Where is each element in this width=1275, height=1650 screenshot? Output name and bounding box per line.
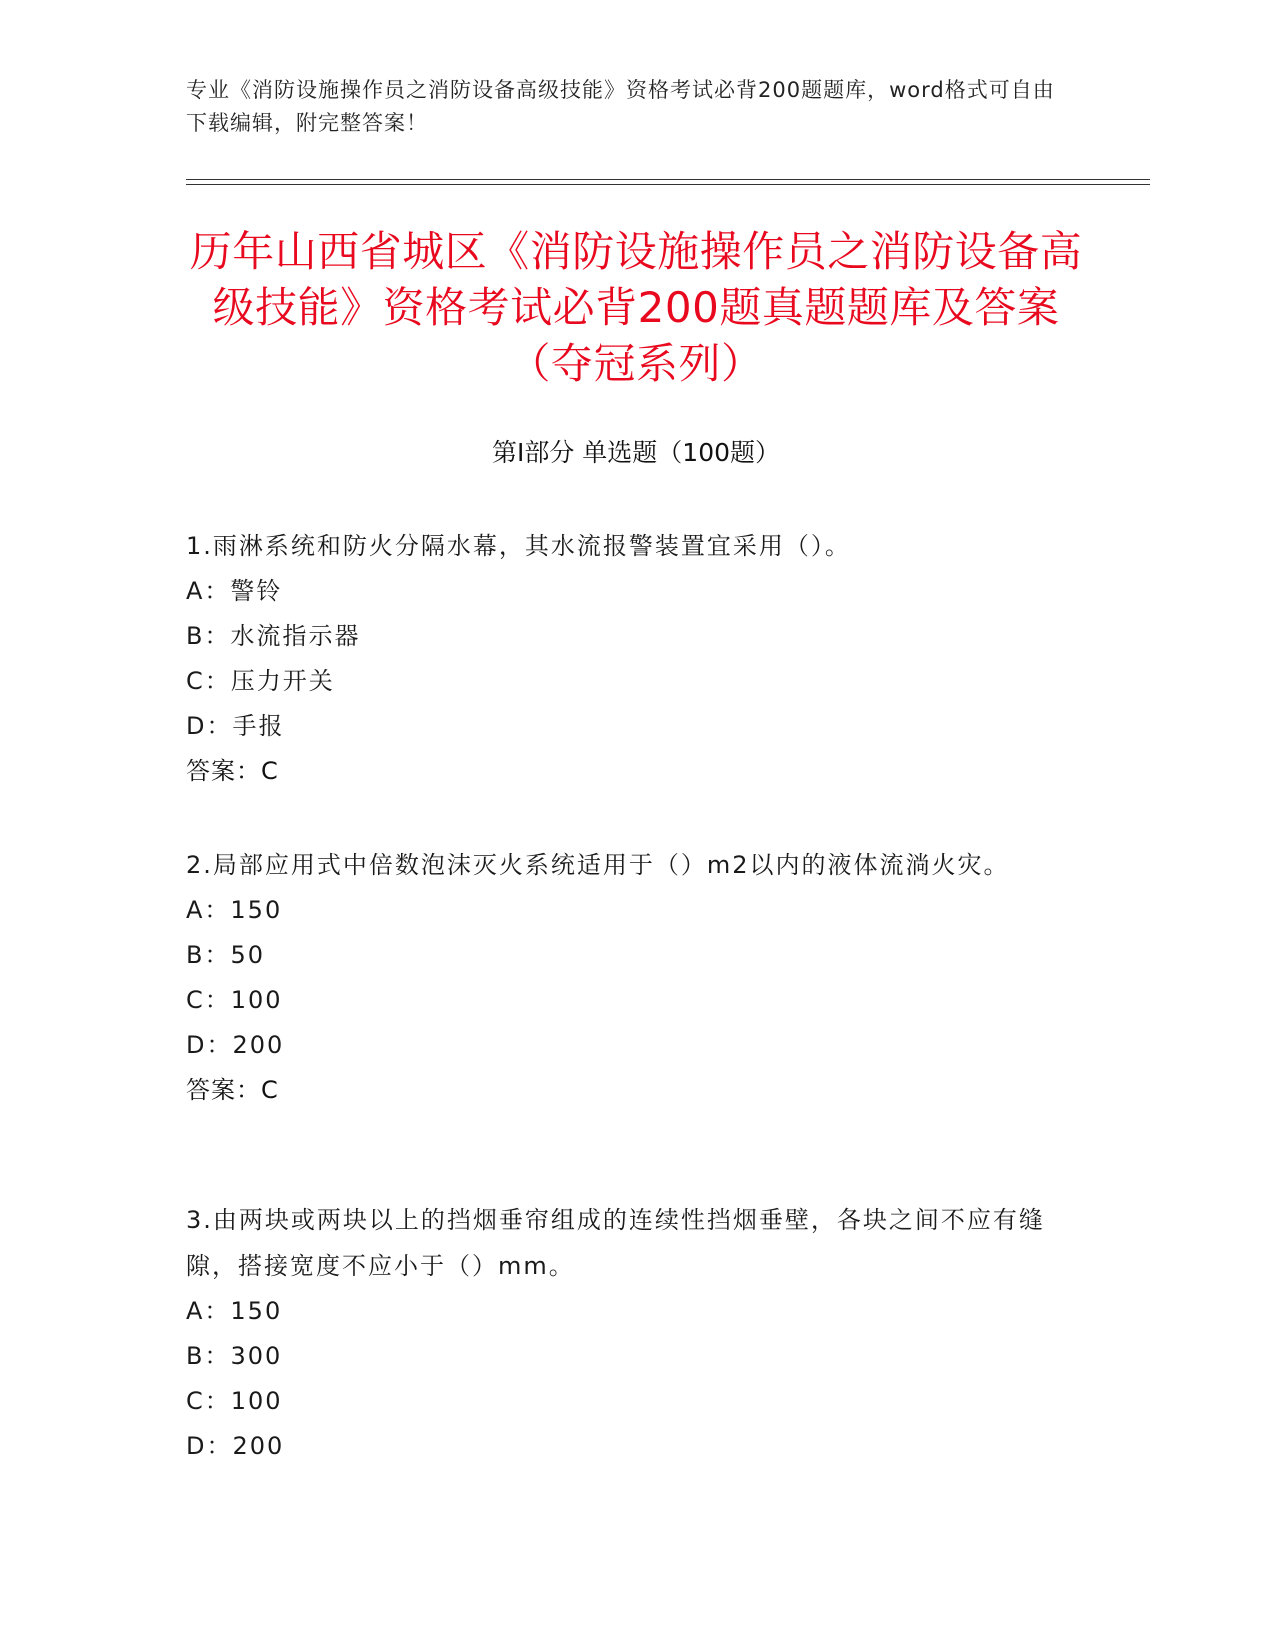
answer-line: 答案：C (186, 1076, 279, 1104)
document-title: 历年山西省城区《消防设施操作员之消防设备高级技能》资格考试必背200题真题题库及答案（夺冠系列） (189, 227, 1083, 388)
section-heading: 第Ⅰ部分 单选题（100题） (491, 438, 781, 467)
option-b: B：50 (186, 941, 266, 969)
option-d: D：手报 (186, 712, 285, 740)
option-c: C：100 (186, 1387, 283, 1415)
header-divider-top (186, 179, 1150, 180)
option-d: D：200 (186, 1031, 285, 1059)
option-c: C：100 (186, 986, 283, 1014)
answer-line: 答案：C (186, 757, 279, 785)
question-block (186, 523, 1066, 794)
option-c: C：压力开关 (186, 667, 335, 695)
question-block (186, 1197, 1066, 1469)
question-text: 2.局部应用式中倍数泡沫灭火系统适用于（）m2以内的液体流淌火灾。 (186, 851, 1010, 879)
option-d: D：200 (186, 1432, 285, 1460)
option-a: A：警铃 (186, 577, 283, 605)
question-text: 1.雨淋系统和防火分隔水幕，其水流报警装置宜采用（）。 (186, 532, 851, 560)
question-text: 3.由两块或两块以上的挡烟垂帘组成的连续性挡烟垂壁，各块之间不应有缝隙，搭接宽度不应小于（）mm。 (186, 1206, 1045, 1280)
option-a: A：150 (186, 896, 283, 924)
option-b: B：水流指示器 (186, 622, 361, 650)
intro-text: 专业《消防设施操作员之消防设备高级技能》资格考试必背200题题库，word格式可自由下载编辑，附完整答案！ (186, 78, 1055, 135)
header-divider-bottom (186, 184, 1150, 185)
option-a: A：150 (186, 1297, 283, 1325)
option-b: B：300 (186, 1342, 283, 1370)
question-block (186, 842, 1066, 1113)
